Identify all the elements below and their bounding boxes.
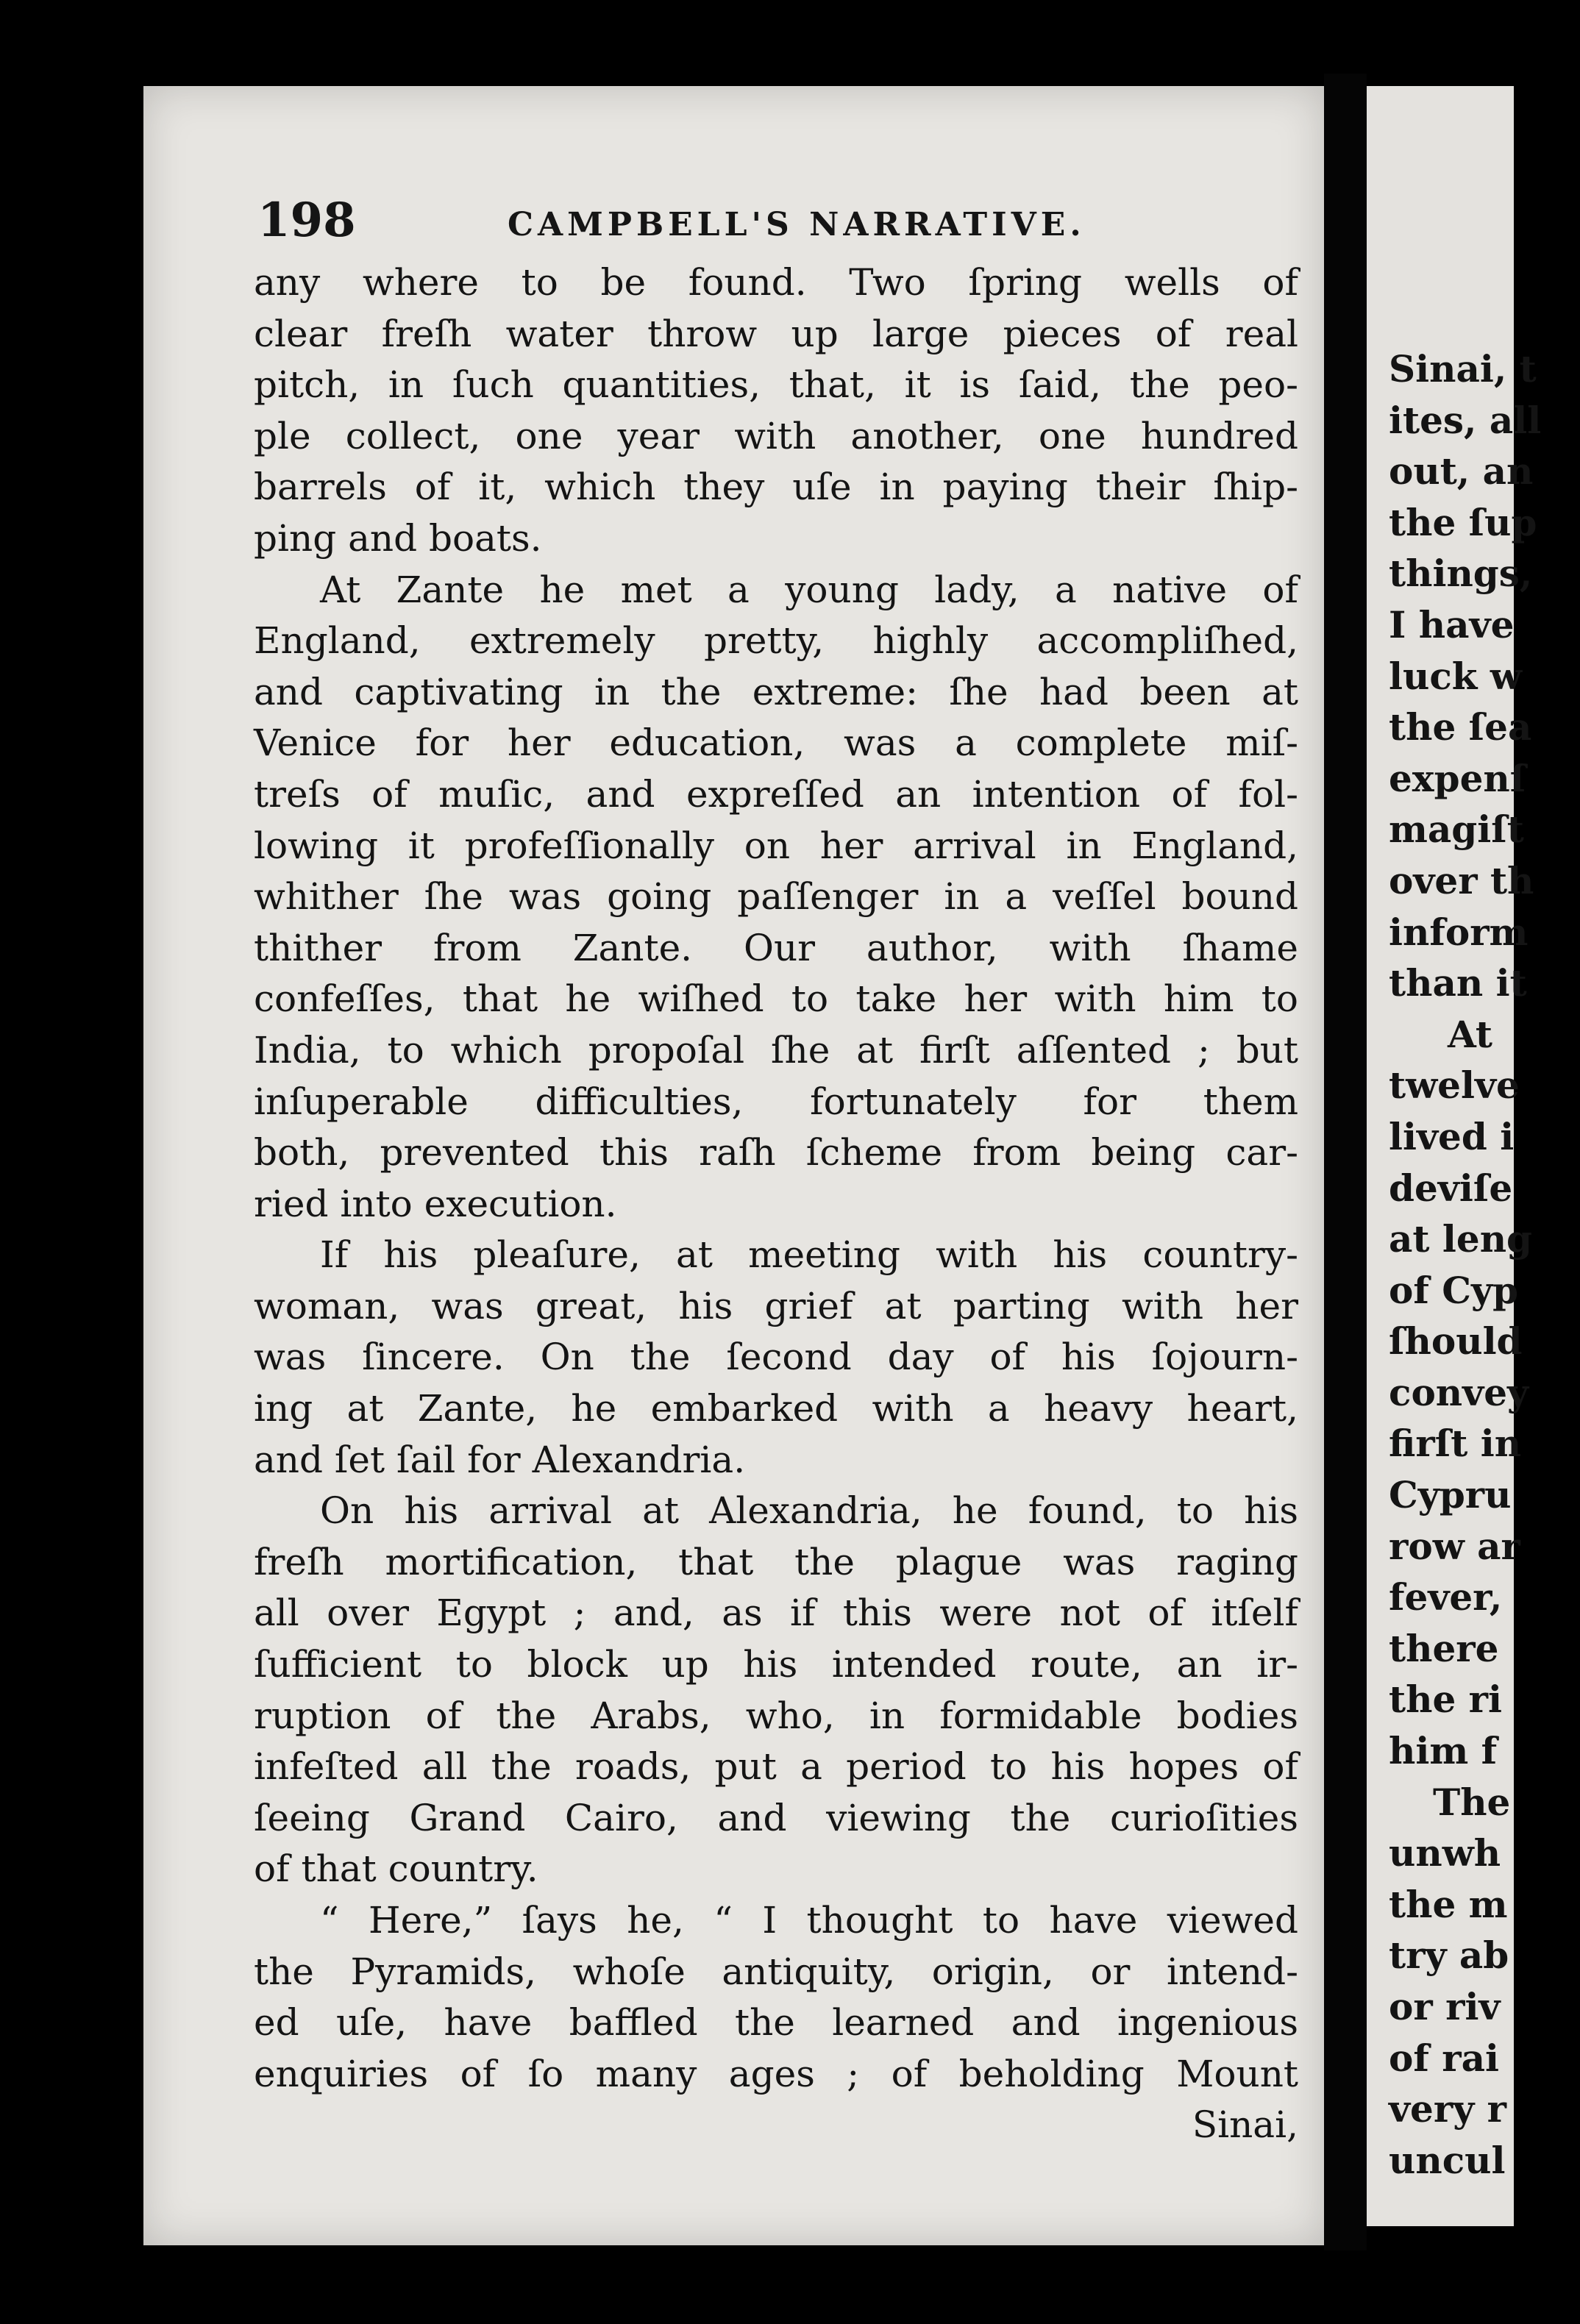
right-page-fragment: fever, <box>1389 1575 1503 1619</box>
text-line: treſs of muſic, and expreſſed an intention of fol- <box>254 772 1298 816</box>
right-page-fragment: convey <box>1389 1370 1529 1414</box>
text-line: thither from Zante. Our author, with ſhame <box>254 926 1298 969</box>
right-page-fragment: ites, all <box>1389 398 1542 442</box>
right-page-fragment: twelve <box>1389 1063 1520 1108</box>
text-line: “ Here,” ſays he, “ I thought to have viewed <box>320 1899 1298 1942</box>
text-line: At Zante he met a young lady, a native of <box>320 568 1298 611</box>
right-page-fragment: there <box>1389 1626 1499 1670</box>
text-line: inſuperable difficulties, fortunately for them <box>254 1080 1298 1123</box>
running-head-title: CAMPBELL'S NARRATIVE. <box>508 206 1086 243</box>
text-line: ping and boats. <box>254 516 542 560</box>
text-line: infeſted all the roads, put a period to his hopes of <box>254 1745 1298 1789</box>
right-page-fragment: row ar <box>1389 1524 1520 1568</box>
right-page-fragment: uncul <box>1389 2138 1506 2182</box>
text-line: Venice for her education, was a complete miſ- <box>254 721 1298 765</box>
right-page-fragment: expenſ <box>1389 756 1526 800</box>
right-page-fragment: than it <box>1389 961 1527 1005</box>
right-page-fragment: out, an <box>1389 449 1534 493</box>
text-line: of that country. <box>254 1847 538 1891</box>
right-page-fragment: inform <box>1389 910 1529 954</box>
text-line: ed uſe, have baffled the learned and ingenious <box>254 2001 1298 2045</box>
text-line: enquiries of ſo many ages ; of beholding Mount <box>254 2052 1298 2095</box>
text-line: confeſſes, that he wiſhed to take her with him to <box>254 977 1298 1021</box>
right-page-edge <box>1367 86 1542 2226</box>
text-line: and ſet ſail for Alexandria. <box>254 1438 746 1481</box>
text-line: ple collect, one year with another, one hundred <box>254 414 1298 457</box>
right-page-fragment: At <box>1448 1012 1493 1056</box>
text-line: pitch, in ſuch quantities, that, it is ſaid, the peo- <box>254 363 1298 407</box>
text-line: both, prevented this raſh ſcheme from being car- <box>254 1131 1298 1175</box>
text-line: On his arrival at Alexandria, he found, to his <box>320 1489 1298 1533</box>
text-line: India, to which propoſal ſhe at firſt aſſented ; but <box>254 1028 1298 1072</box>
text-line: ing at Zante, he embarked with a heavy heart, <box>254 1387 1298 1430</box>
text-line: freſh mortification, that the plague was raging <box>254 1540 1298 1583</box>
right-page-fragment: of Cyp <box>1389 1268 1519 1312</box>
right-page-fragment: very r <box>1389 2087 1507 2131</box>
right-page-fragment: of rai <box>1389 2036 1499 2080</box>
body-text <box>254 257 1298 2151</box>
right-page-fragment: luck w <box>1389 654 1522 698</box>
right-page-fragment: things, <box>1389 552 1533 596</box>
text-line: all over Egypt ; and, as if this were not of itſelf <box>254 1591 1298 1635</box>
right-page-fragment: lived i <box>1389 1114 1515 1158</box>
right-page-fragment: or riv <box>1389 1985 1501 2028</box>
book-gutter <box>1324 74 1367 2250</box>
text-line: any where to be found. Two ſpring wells of <box>254 261 1298 304</box>
running-head <box>257 193 1309 259</box>
text-line: was ſincere. On the ſecond day of his ſojourn- <box>254 1336 1298 1379</box>
text-line: ſufficient to block up his intended route, an ir- <box>254 1643 1298 1686</box>
text-line: woman, was great, his grief at parting with her <box>254 1284 1298 1327</box>
right-page-fragment: him f <box>1389 1729 1498 1773</box>
right-page-fragment: Sinai, t <box>1389 347 1537 391</box>
right-page-fragment: deviſe <box>1389 1166 1513 1210</box>
right-page-fragment: unwh <box>1389 1831 1501 1875</box>
text-line: lowing it profeſſionally on her arrival in England, <box>254 824 1298 867</box>
right-page-fragment: the m <box>1389 1882 1508 1926</box>
text-line: ried into execution. <box>254 1182 617 1225</box>
catchword: Sinai, <box>1192 2103 1298 2147</box>
text-line: barrels of it, which they uſe in paying their ſhip- <box>254 466 1298 509</box>
right-page-fragment: the ſup <box>1389 500 1537 544</box>
right-page-fragment: at leng <box>1389 1217 1533 1261</box>
text-line: England, extremely pretty, highly accompliſhed, <box>254 619 1298 663</box>
right-page-fragment: firſt in <box>1389 1422 1522 1466</box>
right-page-fragment: ſhould <box>1389 1319 1523 1364</box>
text-line: whither ſhe was going paſſenger in a veſſel bound <box>254 875 1298 919</box>
right-page-fragment: magiſt <box>1389 808 1524 852</box>
text-line: clear freſh water throw up large pieces of real <box>254 312 1298 355</box>
right-page-fragment: try ab <box>1389 1933 1509 1978</box>
page-number: 198 <box>257 193 356 248</box>
right-page-fragment: I have <box>1389 602 1515 646</box>
right-page-text-fragments <box>1389 343 1580 2186</box>
right-page-fragment: the ri <box>1389 1678 1503 1722</box>
text-line: If his pleaſure, at meeting with his country- <box>320 1233 1298 1277</box>
text-line: ſeeing Grand Cairo, and viewing the curioſities <box>254 1796 1298 1839</box>
text-line: ruption of the Arabs, who, in formidable bodies <box>254 1694 1298 1737</box>
text-line: the Pyramids, whoſe antiquity, origin, or intend- <box>254 1950 1298 1993</box>
right-page-fragment: Cypru <box>1389 1473 1512 1517</box>
right-page-fragment: over th <box>1389 858 1534 902</box>
right-page-fragment: the ſea <box>1389 705 1532 749</box>
right-page-fragment: The <box>1433 1780 1511 1824</box>
text-line: and captivating in the extreme: ſhe had been at <box>254 670 1298 713</box>
